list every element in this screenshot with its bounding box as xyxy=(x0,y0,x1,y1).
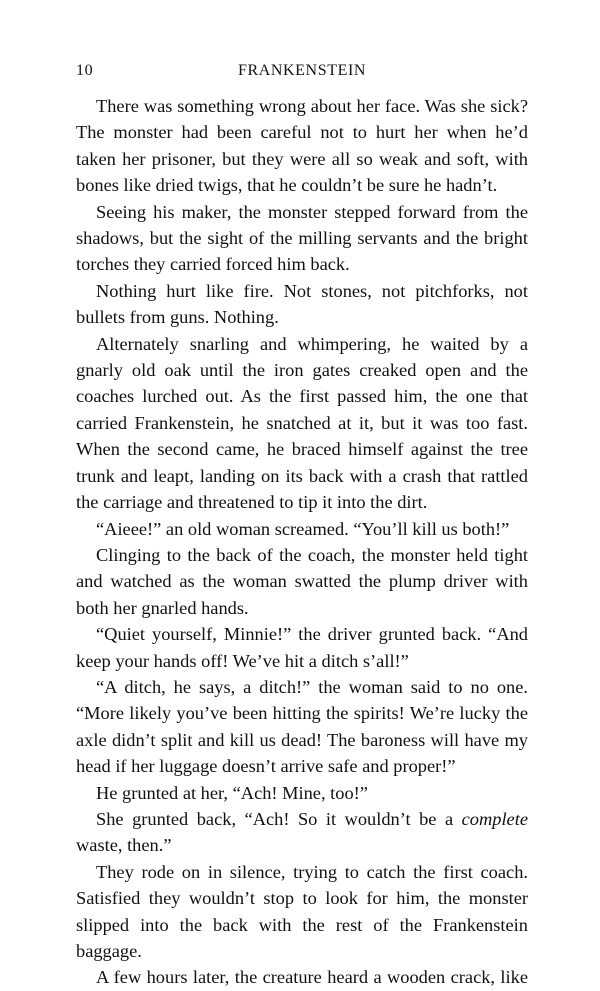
text-run: There was something wrong about her face. Was she sick? The monster had been careful not to hurt her when he’d taken her prisoner, but they were all so weak and soft, with bones like dried twigs, that he couldn’t be sure he hadn’t. xyxy=(76,96,528,196)
body-text xyxy=(76,93,528,991)
paragraph xyxy=(76,542,528,621)
text-run: “A ditch, he says, a ditch!” the woman said to no one. “More likely you’ve been hitting the spirits! We’re lucky the axle didn’t split and kill us dead! The baroness will have my head if her luggage doesn’t arrive safe and proper!” xyxy=(76,676,528,777)
text-run: “Aieee!” an old woman screamed. “You’ll kill us both!” xyxy=(96,518,510,539)
text-run: He grunted at her, “Ach! Mine, too!” xyxy=(96,782,368,803)
paragraph xyxy=(76,859,528,965)
page-number: 10 xyxy=(76,62,94,79)
text-run: She grunted back, “Ach! So it wouldn’t be a xyxy=(96,808,462,829)
italic-text: complete xyxy=(461,808,528,829)
text-run: waste, then.” xyxy=(76,835,172,856)
text-run: Alternately snarling and whimpering, he waited by a gnarly old oak until the iron gates creaked open and the coaches lurched out. As the first passed him, the one that carried Frankenstein, he snatched at it, but it was too fast. When the second came, he braced himself against the tree trunk and leapt, landing on its back with a crash that rattled the carriage and threatened to tip it into the dirt. xyxy=(76,333,528,513)
paragraph xyxy=(76,199,528,278)
paragraph xyxy=(76,331,528,516)
paragraph xyxy=(76,780,528,806)
text-run: They rode on in silence, trying to catch the first coach. Satisfied they wouldn’t stop to look for him, the monster slipped into the back with the rest of the Frankenstein baggage. xyxy=(76,861,528,961)
running-title: FRANKENSTEIN xyxy=(237,62,367,79)
paragraph xyxy=(76,516,528,542)
paragraph xyxy=(76,964,528,990)
text-run: “Quiet yourself, Minnie!” the driver grunted back. “And keep your hands off! We’ve hit a ditch s’all!” xyxy=(76,624,528,671)
paragraph xyxy=(76,93,528,199)
text-run: A few hours later, the creature heard a wooden crack, like xyxy=(96,967,528,988)
text-run: Seeing his maker, the monster stepped forward from the shadows, but the sight of the milling servants and the bright torches they carried forced him back. xyxy=(76,201,528,275)
text-run: Nothing hurt like fire. Not stones, not pitchforks, not bullets from guns. Nothing. xyxy=(76,280,528,328)
running-head xyxy=(76,62,528,82)
paragraph xyxy=(76,806,528,859)
paragraph xyxy=(76,621,528,674)
paragraph xyxy=(76,674,528,780)
text-run: Clinging to the back of the coach, the monster held tight and watched as the woman swatted the plump driver with both her gnarled hands. xyxy=(76,544,528,618)
paragraph xyxy=(76,278,528,331)
